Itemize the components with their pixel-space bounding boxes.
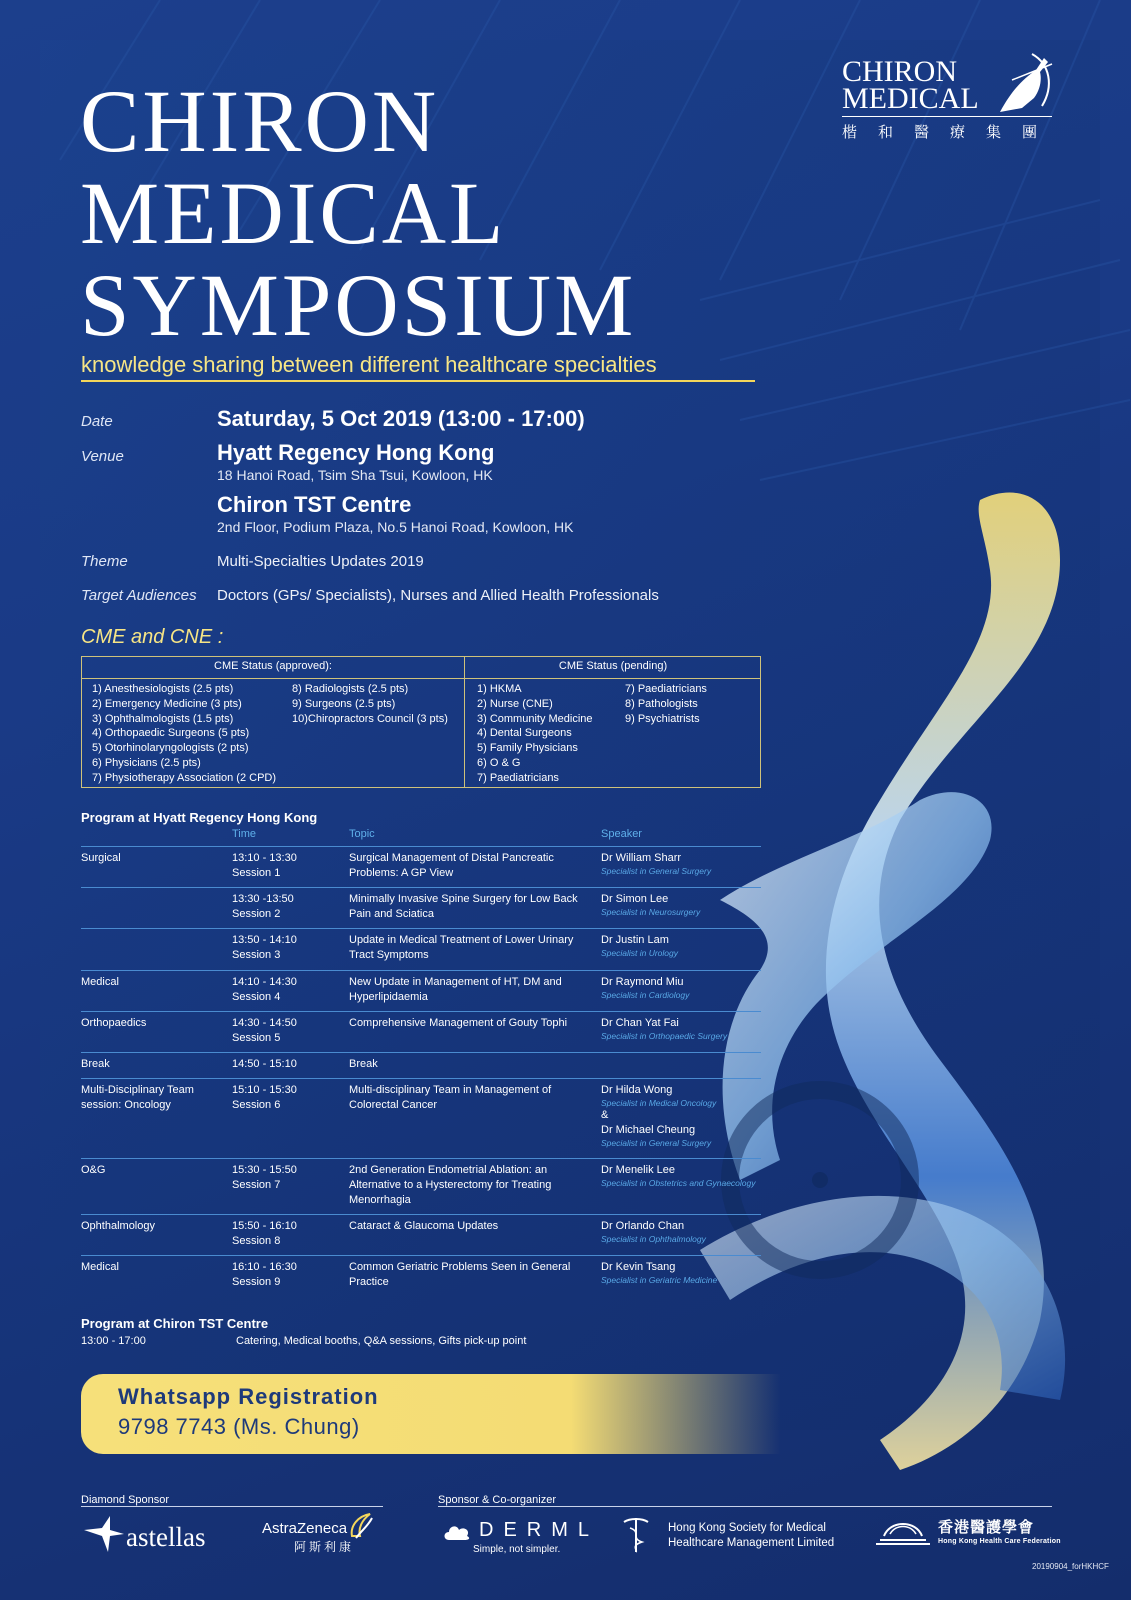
title-line-3: SYMPOSIUM bbox=[80, 257, 637, 355]
astrazeneca-swirl-icon bbox=[348, 1512, 374, 1540]
table-row bbox=[81, 1214, 761, 1255]
coorganizer-rule bbox=[438, 1506, 1052, 1507]
header-speaker: Speaker bbox=[601, 828, 642, 840]
list-item: 1) HKMA bbox=[477, 683, 522, 695]
time-text: 13:50 - 14:10 bbox=[232, 934, 297, 946]
document-id: 20190904_forHKHCF bbox=[1032, 1562, 1109, 1571]
session-text: Session 4 bbox=[232, 991, 281, 1003]
list-item: 7) Physiotherapy Association (2 CPD) bbox=[92, 771, 277, 784]
speaker-name: Dr Orlando Chan bbox=[601, 1220, 685, 1232]
row-category: Medical bbox=[81, 976, 119, 988]
cme-approved-list-1 bbox=[92, 682, 276, 786]
caduceus-icon bbox=[622, 1516, 650, 1554]
diamond-sponsor-label: Diamond Sponsor bbox=[81, 1494, 170, 1506]
cme-pending-title: CME Status (pending) bbox=[558, 660, 668, 672]
registration-phone: 9798 7743 (Ms. Chung) bbox=[118, 1414, 360, 1439]
cme-header-rule bbox=[82, 678, 760, 679]
session-text: Session 7 bbox=[232, 1179, 281, 1191]
list-item: 1) Anesthesiologists (2.5 pts) bbox=[92, 683, 234, 695]
list-item: 6) Physicians (2.5 pts) bbox=[92, 756, 201, 769]
astrazeneca-wordmark: AstraZeneca bbox=[262, 1520, 348, 1537]
list-item: 4) Orthopaedic Surgeons (5 pts) bbox=[92, 727, 250, 740]
tst-program-title: Program at Chiron TST Centre bbox=[81, 1316, 269, 1331]
table-row bbox=[81, 928, 761, 970]
row-topic: Common Geriatric Problems Seen in General Practice bbox=[349, 1261, 571, 1288]
header-topic: Topic bbox=[349, 828, 375, 840]
speaker-specialty: Specialist in Ophthalmology bbox=[601, 1234, 706, 1244]
hkhcf-emblem-icon bbox=[872, 1514, 934, 1550]
registration-title: Whatsapp Registration bbox=[118, 1384, 379, 1409]
astellas-wordmark: astellas bbox=[126, 1522, 206, 1552]
table-row bbox=[81, 1052, 761, 1078]
row-speaker bbox=[601, 1260, 771, 1285]
logo-word-chiron: CHIRON bbox=[842, 55, 958, 88]
row-time bbox=[232, 1083, 342, 1113]
program-title: Program at Hyatt Regency Hong Kong bbox=[81, 810, 318, 825]
cme-approved-list-2 bbox=[292, 682, 448, 726]
astellas-star-icon bbox=[84, 1516, 124, 1552]
row-category: Multi-Disciplinary Team session: Oncology bbox=[81, 1084, 194, 1111]
row-category: Surgical bbox=[81, 852, 121, 864]
title-line-1: CHIRON bbox=[80, 73, 440, 171]
row-time bbox=[232, 1016, 342, 1046]
chiron-medical-logo bbox=[842, 55, 1059, 142]
row-category: Orthopaedics bbox=[81, 1017, 147, 1029]
table-row bbox=[81, 970, 761, 1011]
row-speaker bbox=[601, 1163, 771, 1188]
header-time: Time bbox=[232, 828, 257, 840]
whatsapp-registration-banner bbox=[81, 1374, 781, 1454]
logo-word-medical: MEDICAL bbox=[842, 82, 979, 115]
row-speaker bbox=[601, 1016, 771, 1041]
cme-pending-list-1 bbox=[477, 682, 593, 786]
speaker-specialty-2: Specialist in General Surgery bbox=[601, 1138, 712, 1148]
cme-column-divider bbox=[464, 657, 465, 787]
row-topic: Comprehensive Management of Gouty Tophi bbox=[349, 1017, 568, 1029]
list-item: 2) Emergency Medicine (3 pts) bbox=[92, 697, 242, 710]
audience-label: Target Audiences bbox=[81, 587, 197, 604]
list-item: 3) Community Medicine bbox=[477, 712, 593, 725]
table-row bbox=[81, 1078, 761, 1158]
list-item: 8) Radiologists (2.5 pts) bbox=[292, 683, 409, 695]
hkhcf-chinese-name: 香港醫護學會 bbox=[938, 1519, 1035, 1536]
list-item: 7) Paediatricians bbox=[625, 683, 707, 695]
derml-tagline: Simple, not simpler. bbox=[473, 1544, 561, 1555]
speaker-specialty: Specialist in Obstetrics and Gynaecology bbox=[601, 1178, 756, 1188]
time-text: 13:10 - 13:30 bbox=[232, 852, 297, 864]
speaker-specialty: Specialist in Orthopaedic Surgery bbox=[601, 1031, 728, 1041]
row-category: Medical bbox=[81, 1261, 119, 1273]
subtitle-rule bbox=[81, 380, 755, 382]
speaker-specialty: Specialist in Cardiology bbox=[601, 990, 690, 1000]
speaker-name-2: Dr Michael Cheung bbox=[601, 1124, 696, 1136]
list-item: 4) Dental Surgeons bbox=[477, 727, 572, 740]
row-topic: Cataract & Glaucoma Updates bbox=[349, 1220, 499, 1232]
speaker-name: Dr William Sharr bbox=[601, 852, 682, 864]
venue2-name: Chiron TST Centre bbox=[217, 492, 412, 517]
time-text: 15:50 - 16:10 bbox=[232, 1220, 297, 1232]
cloud-icon bbox=[443, 1522, 471, 1540]
row-time bbox=[232, 975, 342, 1005]
audience-value: Doctors (GPs/ Specialists), Nurses and Allied Health Professionals bbox=[217, 587, 659, 604]
list-item: 7) Paediatricians bbox=[477, 771, 559, 784]
hksmhm-name-line1: Hong Kong Society for Medical bbox=[668, 1522, 826, 1534]
list-item: 9) Psychiatrists bbox=[625, 712, 700, 725]
row-time bbox=[232, 1219, 342, 1249]
speaker-name: Dr Raymond Miu bbox=[601, 976, 684, 988]
theme-label: Theme bbox=[81, 553, 128, 570]
tst-program-description: Catering, Medical booths, Q&A sessions, Gifts pick-up point bbox=[236, 1335, 527, 1347]
hkhcf-english-name: Hong Kong Health Care Federation bbox=[938, 1538, 1061, 1545]
list-item: 9) Surgeons (2.5 pts) bbox=[292, 697, 396, 710]
row-topic: New Update in Management of HT, DM and Hyperlipidaemia bbox=[349, 976, 562, 1003]
row-time bbox=[232, 851, 342, 881]
row-topic: Update in Medical Treatment of Lower Urinary Tract Symptoms bbox=[349, 934, 574, 961]
speaker-name: Dr Simon Lee bbox=[601, 893, 669, 905]
list-item: 3) Ophthalmologists (1.5 pts) bbox=[92, 712, 234, 725]
session-text: Session 6 bbox=[232, 1099, 281, 1111]
session-text: Session 1 bbox=[232, 867, 281, 879]
row-time bbox=[232, 1163, 342, 1193]
speaker-name: Dr Hilda Wong bbox=[601, 1084, 673, 1096]
row-category: O&G bbox=[81, 1164, 106, 1176]
speaker-specialty: Specialist in Urology bbox=[601, 948, 679, 958]
row-topic: Surgical Management of Distal Pancreatic Problems: A GP View bbox=[349, 852, 554, 879]
list-item: 5) Otorhinolaryngologists (2 pts) bbox=[92, 742, 249, 755]
session-text: Session 2 bbox=[232, 908, 281, 920]
venue1-address: 18 Hanoi Road, Tsim Sha Tsui, Kowloon, HK bbox=[217, 467, 493, 483]
table-row bbox=[81, 887, 761, 928]
row-speaker bbox=[601, 851, 771, 876]
logo-chinese-name: 楷和醫療集團 bbox=[842, 124, 1059, 141]
row-time bbox=[232, 1260, 342, 1290]
archer-icon bbox=[992, 50, 1056, 120]
speaker-name: Dr Menelik Lee bbox=[601, 1164, 675, 1176]
list-item: 8) Pathologists bbox=[625, 697, 698, 710]
list-item: 6) O & G bbox=[477, 756, 521, 769]
row-topic: Minimally Invasive Spine Surgery for Low Back Pain and Sciatica bbox=[349, 893, 578, 920]
row-time bbox=[232, 892, 342, 922]
session-text: Session 8 bbox=[232, 1235, 281, 1247]
list-item: 5) Family Physicians bbox=[477, 742, 578, 755]
session-text: Session 3 bbox=[232, 949, 281, 961]
row-speaker bbox=[601, 892, 771, 917]
time-text: 14:10 - 14:30 bbox=[232, 976, 297, 988]
row-topic: 2nd Generation Endometrial Ablation: an Alternative to a Hysterectomy for Treating Menorrhagia bbox=[349, 1164, 552, 1206]
time-text: 15:30 - 15:50 bbox=[232, 1164, 297, 1176]
list-item: 10)Chiropractors Council (3 pts) bbox=[292, 712, 448, 725]
speaker-name: Dr Kevin Tsang bbox=[601, 1261, 676, 1273]
row-speaker bbox=[601, 975, 771, 1000]
venue-label: Venue bbox=[81, 448, 124, 465]
time-text: 15:10 - 15:30 bbox=[232, 1084, 297, 1096]
venue1-name: Hyatt Regency Hong Kong bbox=[217, 440, 495, 465]
row-speaker bbox=[601, 933, 771, 958]
date-value: Saturday, 5 Oct 2019 (13:00 - 17:00) bbox=[217, 406, 585, 431]
cme-status-table bbox=[81, 656, 761, 788]
theme-value: Multi-Specialties Updates 2019 bbox=[217, 553, 424, 570]
speaker-specialty: Specialist in Neurosurgery bbox=[601, 907, 701, 917]
hksmhm-name-line2: Healthcare Management Limited bbox=[668, 1537, 835, 1549]
table-row bbox=[81, 1158, 761, 1214]
coorganizer-label: Sponsor & Co-organizer bbox=[438, 1494, 557, 1506]
row-category: Break bbox=[81, 1058, 110, 1070]
title-line-2: MEDICAL bbox=[80, 165, 507, 263]
time-text: 14:30 - 14:50 bbox=[232, 1017, 297, 1029]
speaker-ampersand: & bbox=[601, 1109, 609, 1121]
list-item: 2) Nurse (CNE) bbox=[477, 697, 553, 710]
astrazeneca-chinese: 阿斯利康 bbox=[294, 1540, 355, 1554]
session-text: Session 9 bbox=[232, 1276, 281, 1288]
speaker-specialty: Specialist in General Surgery bbox=[601, 866, 712, 876]
time-text: 16:10 - 16:30 bbox=[232, 1261, 297, 1273]
tst-program-time: 13:00 - 17:00 bbox=[81, 1335, 146, 1347]
speaker-specialty: Specialist in Medical Oncology bbox=[601, 1098, 717, 1108]
speaker-name: Dr Chan Yat Fai bbox=[601, 1017, 679, 1029]
row-topic: Multi-disciplinary Team in Management of Colorectal Cancer bbox=[349, 1084, 552, 1111]
date-label: Date bbox=[81, 413, 113, 430]
symposium-title bbox=[80, 73, 637, 355]
time-text: 14:50 - 15:10 bbox=[232, 1058, 297, 1070]
symposium-subtitle: knowledge sharing between different healthcare specialties bbox=[81, 352, 657, 377]
row-speaker bbox=[601, 1219, 771, 1244]
cme-approved-title: CME Status (approved): bbox=[214, 660, 332, 672]
derml-wordmark: DERML bbox=[479, 1519, 600, 1541]
diamond-sponsor-rule bbox=[81, 1506, 383, 1507]
row-speaker bbox=[601, 1083, 771, 1148]
cme-pending-list-2 bbox=[625, 682, 707, 726]
table-row bbox=[81, 846, 761, 887]
row-time bbox=[232, 933, 342, 963]
table-row bbox=[81, 1011, 761, 1052]
time-text: 13:30 -13:50 bbox=[232, 893, 294, 905]
venue2-address: 2nd Floor, Podium Plaza, No.5 Hanoi Road, Kowloon, HK bbox=[217, 519, 574, 535]
row-category: Ophthalmology bbox=[81, 1220, 155, 1232]
speaker-name: Dr Justin Lam bbox=[601, 934, 669, 946]
row-time bbox=[232, 1057, 342, 1072]
session-text: Session 5 bbox=[232, 1032, 281, 1044]
table-row bbox=[81, 1255, 761, 1296]
cme-heading: CME and CNE : bbox=[81, 626, 224, 648]
row-topic: Break bbox=[349, 1058, 378, 1070]
speaker-specialty: Specialist in Geriatric Medicine bbox=[601, 1275, 718, 1285]
